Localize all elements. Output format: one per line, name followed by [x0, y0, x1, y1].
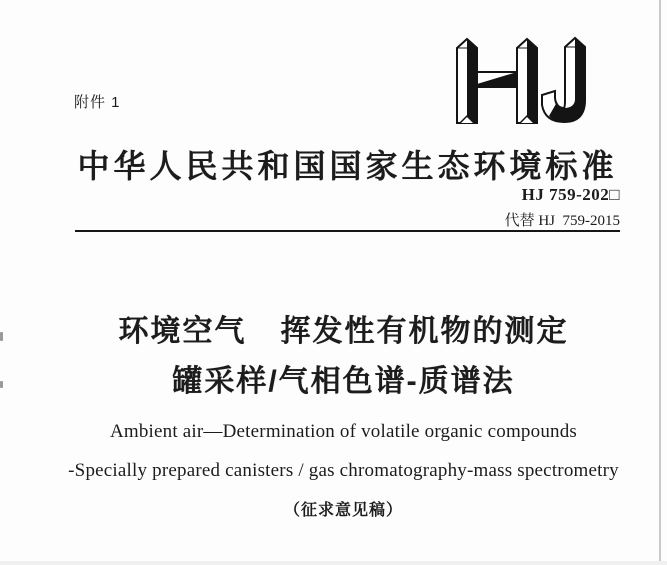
standard-heading: 中华人民共和国国家生态环境标准: [77, 148, 618, 184]
title-cn-line1-right: 挥发性有机物的测定: [280, 315, 569, 348]
hj-logo: [452, 34, 592, 128]
attachment-label: 附件 1: [74, 94, 121, 111]
standard-number: HJ 759-202□: [521, 185, 620, 204]
scan-artifact: [0, 381, 3, 388]
title-cn-line1-left: 环境空气: [118, 315, 247, 348]
scan-edge-bottom: [0, 561, 667, 565]
title-cn-line2: 罐采样/气相色谱-质谱法: [172, 365, 515, 398]
title-en-line2: -Specially prepared canisters / gas chromatography-mass spectrometry: [68, 460, 619, 481]
title-en-line1: Ambient air—Determination of volatile organic compounds: [109, 421, 578, 442]
scan-edge-right: [659, 0, 661, 565]
scan-artifact: [0, 332, 3, 341]
header-rule: [75, 230, 620, 232]
draft-note: （征求意见稿）: [283, 502, 403, 519]
title-cn-line1: [20, 306, 667, 350]
replaces-label: 代替 HJ 759-2015: [504, 213, 620, 229]
